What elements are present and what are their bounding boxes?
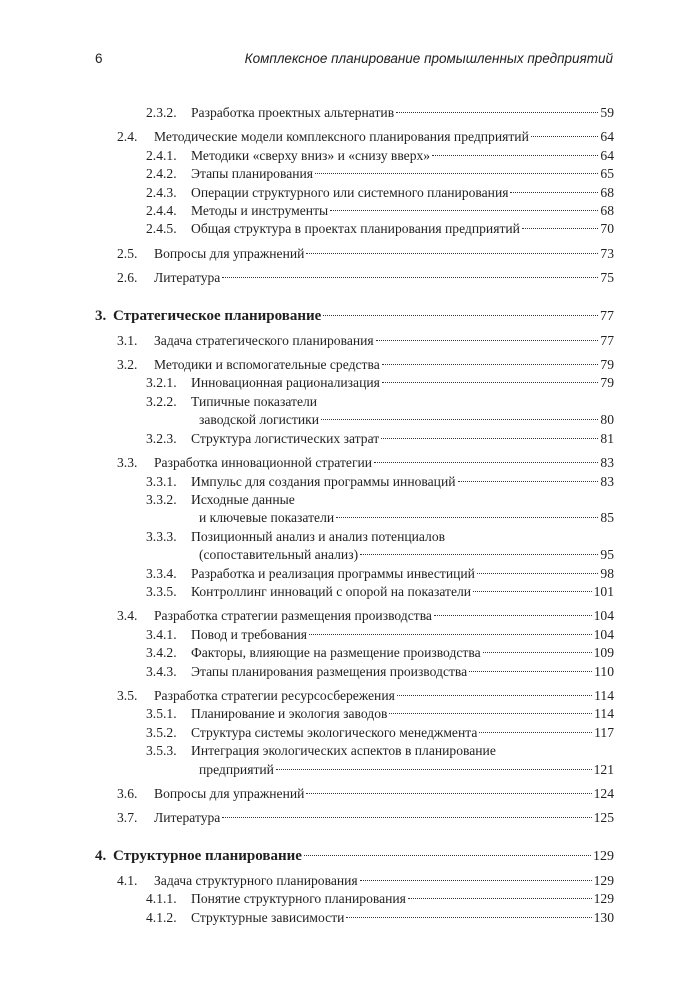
toc-entry-number: 4.1.1. — [146, 891, 177, 907]
toc-entry — [95, 846, 614, 867]
toc-page-number: 114 — [594, 706, 614, 722]
toc-entry — [95, 607, 614, 625]
toc-entry-title: Интеграция экологических аспектов в планирование — [191, 743, 496, 759]
toc-entry-title: Структура системы экологического менеджмента — [191, 724, 478, 740]
toc-entry-line — [146, 626, 614, 644]
toc-entry-number: 3.5.3. — [146, 743, 177, 759]
toc-entry — [95, 785, 614, 803]
toc-entry — [95, 104, 614, 122]
dot-leader — [346, 917, 591, 918]
toc-entry-line — [117, 607, 614, 625]
toc-page-number: 70 — [600, 221, 614, 237]
toc-entry-number: 3.5.2. — [146, 724, 177, 740]
toc-entry-number: 2.4.5. — [146, 221, 177, 237]
toc-entry-line — [146, 473, 614, 491]
dot-leader — [434, 615, 592, 616]
toc-page-number: 114 — [594, 687, 614, 703]
toc-entry-title: Задача структурного планирования — [154, 872, 358, 888]
toc-entry-line — [146, 546, 614, 564]
toc-entry-line — [146, 202, 614, 220]
toc-entry-title: Исходные данные — [191, 491, 295, 507]
toc-entry-line — [146, 491, 614, 509]
toc-entry — [95, 430, 614, 448]
toc-page-number: 121 — [593, 761, 614, 777]
running-header — [95, 51, 613, 71]
toc-entry-line — [117, 454, 614, 472]
toc-page-number: 129 — [593, 848, 614, 864]
toc-page-number: 59 — [600, 105, 614, 120]
toc-entry-number: 3.2.1. — [146, 375, 177, 391]
toc-entry-number: 3.3.4. — [146, 565, 177, 581]
dot-leader — [321, 419, 598, 420]
dot-leader — [382, 382, 599, 383]
dot-leader — [222, 817, 591, 818]
toc-entry — [95, 269, 614, 287]
toc-entry — [95, 872, 614, 890]
dot-leader — [336, 517, 598, 518]
toc-entry-title: заводской логистики — [199, 412, 320, 428]
toc-entry-number: 3.7. — [117, 810, 138, 826]
toc-entry-line — [146, 890, 614, 908]
toc-entry-number: 2.3.2. — [146, 105, 177, 120]
toc-entry-number: 3.4.2. — [146, 645, 177, 661]
dot-leader — [408, 898, 592, 899]
toc-entry — [95, 528, 614, 565]
toc-entry — [95, 565, 614, 583]
toc-entry-title: Методики и вспомогательные средства — [154, 357, 380, 373]
toc-entry-number: 3.2. — [117, 357, 138, 373]
toc-entry-title: Этапы планирования размещения производства — [191, 663, 468, 679]
toc-entry-title: Методики «сверху вниз» и «снизу вверх» — [191, 147, 431, 163]
toc-page-number: 101 — [593, 583, 614, 599]
toc-entry-title: Вопросы для упражнений — [154, 245, 305, 261]
toc-page-number: 83 — [600, 473, 614, 489]
toc-entry — [95, 890, 614, 908]
toc-entry-title: Факторы, влияющие на размещение производства — [191, 645, 481, 661]
toc-entry-number: 3.2.2. — [146, 393, 177, 409]
toc-entry-title: Литература — [154, 810, 221, 826]
toc-page-number: 80 — [600, 412, 614, 428]
toc-page-number: 109 — [593, 645, 614, 661]
toc-entry-number: 3.3.5. — [146, 583, 177, 599]
toc-page-number: 95 — [600, 547, 614, 563]
toc-entry — [95, 356, 614, 374]
toc-entry-line — [146, 104, 614, 122]
toc-entry — [95, 687, 614, 705]
dot-leader — [374, 462, 598, 463]
dot-leader — [315, 173, 598, 174]
toc-page-number: 129 — [593, 872, 614, 888]
toc-entry-title: Планирование и экология заводов — [191, 706, 388, 722]
toc-entry-title: Этапы планирования — [191, 166, 314, 182]
toc-entry-line — [117, 128, 614, 146]
toc-entry-number: 3.6. — [117, 786, 138, 801]
toc-entry-title: Разработка проектных альтернатив — [191, 105, 395, 120]
toc-entry-line — [146, 909, 614, 927]
toc-entry-number: 3. — [95, 307, 107, 324]
toc-entry — [95, 705, 614, 723]
toc-entry — [95, 742, 614, 779]
toc-entry-title: Инновационная рационализация — [191, 375, 380, 391]
toc-page-number: 98 — [600, 565, 614, 581]
toc-entry-title: Разработка стратегии размещения производства — [154, 608, 432, 624]
toc-entry-title: Типичные показатели — [191, 393, 318, 409]
toc-entry-line — [146, 565, 614, 583]
toc-entry — [95, 184, 614, 202]
dot-leader — [360, 554, 598, 555]
toc-entry — [95, 473, 614, 491]
toc-entry-title: (сопоставительный анализ) — [199, 547, 359, 563]
dot-leader — [360, 880, 592, 881]
toc-entry-number: 2.5. — [117, 245, 138, 261]
toc-entry — [95, 128, 614, 146]
toc-entry — [95, 202, 614, 220]
toc-page-number: 83 — [600, 455, 614, 471]
toc-entry — [95, 809, 614, 827]
toc-page-number: 129 — [593, 891, 614, 907]
toc-entry-number: 4. — [95, 847, 107, 864]
dot-leader — [389, 713, 592, 714]
dot-leader — [276, 769, 592, 770]
toc-entry-title: Структура логистических затрат — [191, 430, 380, 446]
toc-entry-title: Методы и инструменты — [191, 203, 329, 219]
toc-entry — [95, 626, 614, 644]
toc-entry-number: 3.3. — [117, 455, 138, 471]
dot-leader — [397, 695, 592, 696]
toc-entry-number: 4.1. — [117, 872, 138, 888]
toc-page-number: 64 — [600, 129, 614, 145]
toc-entry-line — [146, 165, 614, 183]
toc-entry — [95, 245, 614, 263]
toc-entry-number: 4.1.2. — [146, 909, 177, 925]
dot-leader — [522, 228, 598, 229]
toc-entry-title: Разработка стратегии ресурсосбережения — [154, 687, 395, 703]
toc-entry-title: Повод и требования — [191, 626, 308, 642]
toc-entry — [95, 583, 614, 601]
toc-page-number: 73 — [600, 245, 614, 261]
toc-page-number: 104 — [593, 608, 614, 624]
toc-entry — [95, 220, 614, 238]
toc-entry-line — [146, 147, 614, 165]
toc-entry-title: Литература — [154, 270, 221, 286]
dot-leader — [306, 253, 598, 254]
running-title: Комплексное планирование промышленных предприятий — [244, 51, 613, 66]
toc-page-number: 79 — [600, 357, 614, 373]
dot-leader — [510, 192, 598, 193]
toc-entry-line — [146, 374, 614, 392]
toc-entry-title: Вопросы для упражнений — [154, 786, 305, 801]
toc-entry — [95, 306, 614, 327]
toc-entry-number: 3.4.1. — [146, 626, 177, 642]
toc-entry-title: Контроллинг инноваций с опорой на показатели — [191, 583, 472, 599]
toc-page-number: 130 — [593, 909, 614, 925]
toc-page-number: 110 — [594, 663, 614, 679]
dot-leader — [469, 671, 592, 672]
toc-entry-line — [117, 356, 614, 374]
toc-entry-number: 2.4.2. — [146, 166, 177, 182]
dot-leader — [306, 793, 591, 794]
toc-entry-line — [117, 809, 614, 827]
toc-page-number: 85 — [600, 510, 614, 526]
dot-leader — [222, 277, 598, 278]
toc-entry-line — [146, 761, 614, 779]
toc-entry-number: 2.4.3. — [146, 184, 177, 200]
toc-entry — [95, 491, 614, 528]
toc-entry-line — [146, 663, 614, 681]
toc-entry-line — [146, 393, 614, 411]
dot-leader — [531, 136, 599, 137]
dot-leader — [473, 591, 592, 592]
toc-entry-line — [117, 245, 614, 263]
toc-page-number: 65 — [600, 166, 614, 182]
toc-entry — [95, 165, 614, 183]
dot-leader — [396, 112, 598, 113]
toc-entry-line — [146, 742, 614, 760]
toc-page-number: 75 — [600, 270, 614, 286]
page-number: 6 — [95, 51, 103, 66]
toc-entry-title: Задача стратегического планирования — [154, 332, 374, 348]
toc-entry-number: 2.4.1. — [146, 147, 177, 163]
dot-leader — [309, 634, 592, 635]
toc-entry-line — [146, 509, 614, 527]
dot-leader — [483, 652, 592, 653]
dot-leader — [382, 364, 599, 365]
table-of-contents — [95, 104, 614, 927]
dot-leader — [477, 573, 598, 574]
toc-entry-line — [146, 411, 614, 429]
toc-entry-number: 3.3.2. — [146, 491, 177, 507]
toc-entry — [95, 909, 614, 927]
toc-entry — [95, 393, 614, 430]
dot-leader — [330, 210, 598, 211]
toc-entry-line — [146, 220, 614, 238]
toc-entry-line — [95, 846, 614, 867]
toc-entry-line — [117, 687, 614, 705]
toc-entry-title: Методические модели комплексного планирования предприятий — [154, 129, 529, 145]
toc-entry-line — [146, 724, 614, 742]
toc-entry-number: 3.5.1. — [146, 706, 177, 722]
toc-entry-number: 2.6. — [117, 270, 138, 286]
toc-entry-number: 3.5. — [117, 687, 138, 703]
toc-entry-title: Импульс для создания программы инноваций — [191, 473, 456, 489]
toc-page-number: 68 — [600, 203, 614, 219]
toc-entry-line — [146, 184, 614, 202]
toc-entry-line — [146, 528, 614, 546]
toc-entry-line — [146, 644, 614, 662]
toc-entry-title: Операции структурного или системного планирования — [191, 184, 509, 200]
toc-entry-line — [117, 332, 614, 350]
toc-page-number: 125 — [593, 810, 614, 826]
toc-entry — [95, 332, 614, 350]
toc-entry — [95, 374, 614, 392]
toc-entry-number: 3.2.3. — [146, 430, 177, 446]
dot-leader — [376, 340, 599, 341]
toc-entry-title: Общая структура в проектах планирования предприятий — [191, 221, 520, 237]
toc-entry-line — [117, 269, 614, 287]
dot-leader — [381, 438, 598, 439]
toc-entry-title: Понятие структурного планирования — [191, 891, 406, 907]
toc-page-number: 79 — [600, 375, 614, 391]
toc-entry-line — [146, 583, 614, 601]
toc-entry-title: Разработка инновационной стратегии — [154, 455, 373, 471]
toc-page-number: 77 — [600, 308, 614, 324]
toc-page-number: 117 — [594, 724, 614, 740]
toc-entry-number: 2.4. — [117, 129, 138, 145]
toc-entry-title: Разработка и реализация программы инвестиций — [191, 565, 475, 581]
toc-entry-number: 3.1. — [117, 332, 138, 348]
toc-entry-title: Стратегическое планирование — [113, 307, 322, 324]
toc-entry-number: 3.3.3. — [146, 528, 177, 544]
toc-entry — [95, 663, 614, 681]
toc-entry-number: 3.4.3. — [146, 663, 177, 679]
dot-leader — [479, 732, 592, 733]
toc-page-number: 64 — [600, 147, 614, 163]
toc-entry-number: 3.4. — [117, 608, 138, 624]
toc-entry-number: 3.3.1. — [146, 473, 177, 489]
toc-entry-line — [117, 785, 614, 803]
dot-leader — [323, 315, 598, 316]
toc-entry-title: Структурное планирование — [113, 847, 302, 864]
toc-entry-line — [95, 306, 614, 327]
toc-page-number: 124 — [593, 786, 614, 801]
toc-page-number: 77 — [600, 332, 614, 348]
toc-entry-title: Позиционный анализ и анализ потенциалов — [191, 528, 446, 544]
toc-entry — [95, 724, 614, 742]
dot-leader — [458, 481, 599, 482]
toc-entry — [95, 454, 614, 472]
toc-entry-number: 2.4.4. — [146, 203, 177, 219]
toc-entry-title: Структурные зависимости — [191, 909, 345, 925]
toc-page-number: 81 — [600, 430, 614, 446]
toc-entry-line — [146, 430, 614, 448]
toc-entry — [95, 147, 614, 165]
toc-entry-line — [146, 705, 614, 723]
toc-page-number: 104 — [593, 626, 614, 642]
toc-entry-line — [117, 872, 614, 890]
toc-page-number: 68 — [600, 184, 614, 200]
dot-leader — [304, 855, 591, 856]
toc-entry-title: предприятий — [199, 761, 274, 777]
toc-entry-title: и ключевые показатели — [199, 510, 335, 526]
dot-leader — [432, 155, 598, 156]
toc-entry — [95, 644, 614, 662]
